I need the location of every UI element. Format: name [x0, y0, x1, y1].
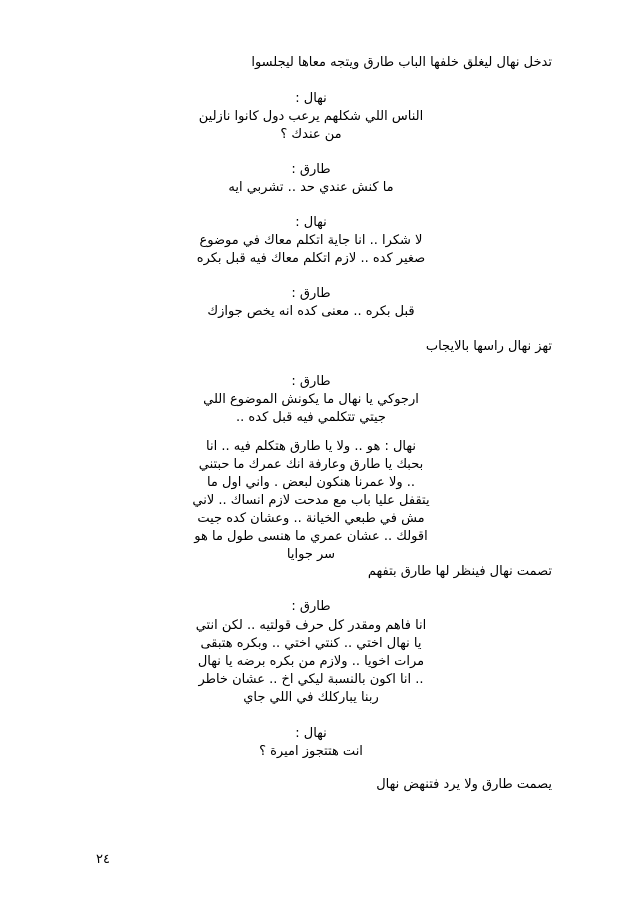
speaker-label: نهال : [295, 726, 327, 741]
speaker-label: طارق : [291, 162, 331, 177]
page-number: ٢٤ [96, 852, 110, 867]
dialogue-line: انا فاهم ومقدر كل حرف قولتيه .. لكن انتي [195, 618, 427, 633]
dialogue-line: انت هتتجوز اميرة ؟ [259, 744, 363, 759]
dialogue-line: سر جوايا [286, 547, 336, 562]
dialogue-line: ما كنش عندي حد .. تشربي ايه [228, 180, 394, 195]
dialogue-line: لا شكرا .. انا جاية اتكلم معاك في موضوع [199, 233, 423, 248]
stage-direction: تصمت نهال فينظر لها طارق بتفهم [367, 564, 552, 579]
dialogue-line: صغير كده .. لازم اتكلم معاك فيه قبل بكره [196, 251, 426, 266]
dialogue-line: قبل بكره .. معنى كده انه يخص جوازك [207, 304, 415, 319]
speaker-label: نهال : [295, 215, 327, 230]
speaker-label: طارق : [291, 286, 331, 301]
dialogue-line: يتقفل عليا باب مع مدحت لازم انساك .. لاني [192, 493, 430, 508]
speaker-label: طارق : [291, 599, 331, 614]
dialogue-line: يا نهال اختي .. كنتي اختي .. وبكره هتبقى [200, 636, 422, 651]
dialogue-line: .. انا اكون بالنسبة ليكي اخ .. عشان خاطر [198, 672, 424, 687]
dialogue-line: نهال : هو .. ولا يا طارق هتكلم فيه .. انا [206, 439, 416, 454]
dialogue-line: من عندك ؟ [280, 127, 342, 142]
speaker-label: طارق : [291, 374, 331, 389]
dialogue-line: ارجوكي يا نهال ما يكونش الموضوع اللي [203, 392, 419, 407]
dialogue-line: بحبك يا طارق وعارفة انك عمرك ما حبتني [198, 457, 424, 472]
dialogue-line: ربنا يباركلك في اللي جاي [243, 690, 379, 705]
dialogue-line: مش في طبعي الخيانة .. وعشان كده جيت [197, 511, 425, 526]
stage-direction: تهز نهال راسها بالايجاب [425, 339, 552, 354]
stage-direction: يصمت طارق ولا يرد فتنهض نهال [376, 777, 552, 792]
stage-direction: تدخل نهال ليغلق خلفها الباب طارق ويتجه معاها ليجلسوا [251, 55, 552, 70]
dialogue-line: اقولك .. عشان عمري ما هنسى طول ما هو [194, 529, 428, 544]
dialogue-line: الناس اللي شكلهم يرعب دول كانوا نازلين [198, 109, 424, 124]
dialogue-line: مرات اخويا .. ولازم من بكره برضه يا نهال [197, 654, 425, 669]
dialogue-line: جيتي تتكلمي فيه قبل كده .. [236, 410, 386, 425]
speaker-label: نهال : [295, 91, 327, 106]
dialogue-line: .. ولا عمرنا هنكون لبعض . واني اول ما [206, 475, 416, 490]
